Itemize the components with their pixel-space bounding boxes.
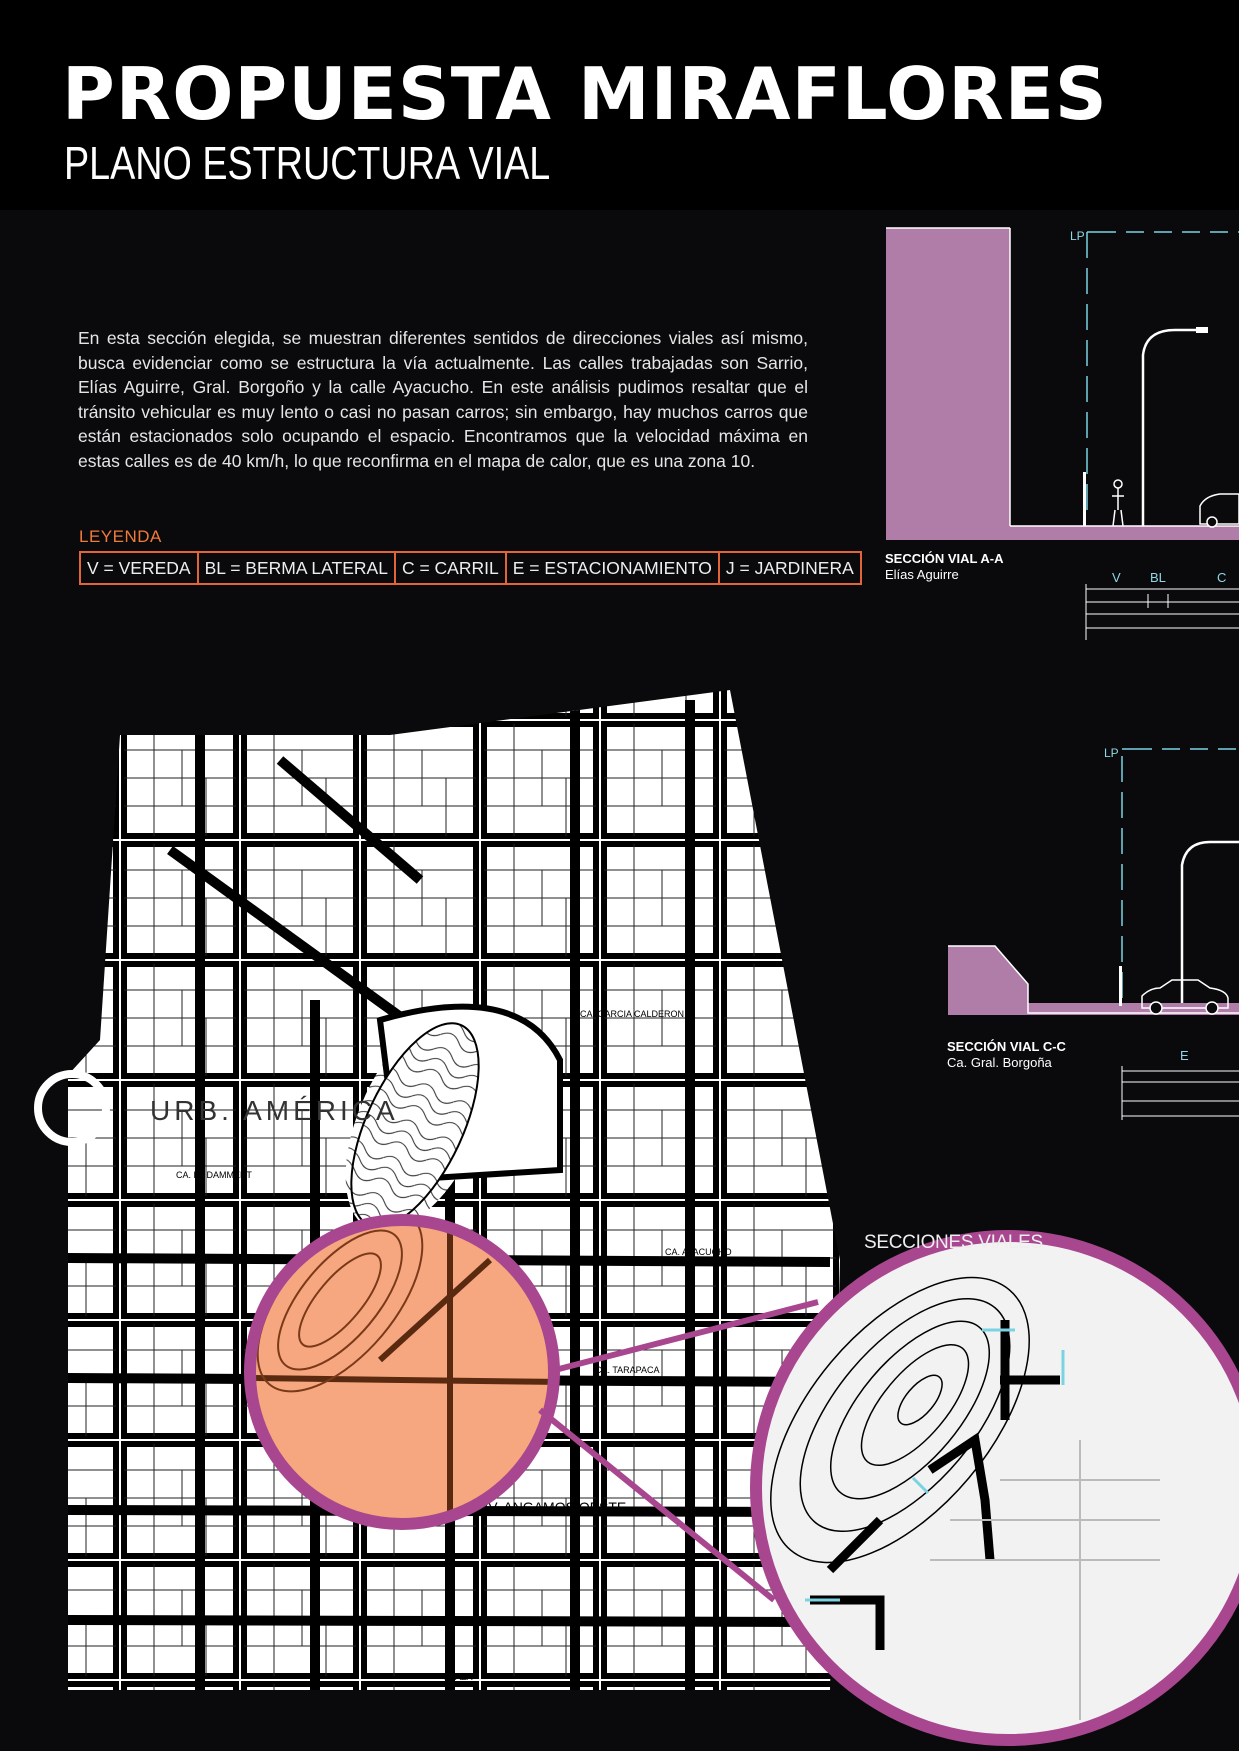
section-a-title: SECCIÓN VIAL A-A bbox=[885, 551, 1004, 566]
legend-title: LEYENDA bbox=[79, 527, 162, 546]
district-label: URB. AMÉRICA bbox=[150, 1095, 399, 1126]
section-c-street: Ca. Gral. Borgoña bbox=[947, 1055, 1052, 1070]
section-col-label: E bbox=[1180, 1048, 1189, 1063]
section-col-label: C bbox=[1217, 570, 1227, 585]
street-label: AV. ANGAMOS OESTE bbox=[480, 1499, 627, 1515]
legend-item: BL = BERMA LATERAL bbox=[199, 553, 396, 583]
section-c-title: SECCIÓN VIAL C-C bbox=[947, 1039, 1066, 1054]
page-subtitle: PLANO ESTRUCTURA VIAL bbox=[64, 137, 551, 189]
legend-item: J = JARDINERA bbox=[725, 557, 854, 578]
legend-item: E = ESTACIONAMIENTO bbox=[507, 553, 720, 583]
description-text: En esta sección elegida, se muestran diferentes sentidos de direcciones viales así mismo, busca evidenciar como se estructura la vía actualmente. Las calles trabajadas son Sarrio, Elías Aguirre, Gral. Borgoño y la calle Ayacucho. En este análisis pudimos resaltar que el tránsito vehicular es muy lento o casi no pasan carros; sin embargo, hay muchos carros que están estacionados solo ocupando el espacio. Encontramos que la velocidad máxima en estas calles es de 40 km/h, lo que reconfirma en el mapa de calor, que es una zona 10. bbox=[78, 328, 808, 471]
legend-item: C = CARRIL bbox=[396, 553, 507, 583]
street-label: CA. TARAPACA bbox=[595, 1365, 660, 1375]
section-col-label: BL bbox=[1150, 570, 1166, 585]
street-label: PLAZA bbox=[444, 1672, 473, 1682]
street-label: CA. AYACUCHO bbox=[665, 1247, 732, 1257]
urban-map bbox=[38, 680, 860, 1700]
section-col-label: V bbox=[1112, 570, 1121, 585]
street-label: CA. GARCIA CALDERON bbox=[580, 1009, 685, 1019]
secciones-viales-label: SECCIONES VIALES bbox=[864, 1232, 1043, 1253]
street-label: CA. LA DAMMERT bbox=[176, 1170, 252, 1180]
legend-item: V = VEREDA bbox=[81, 553, 199, 583]
lp-label: LP bbox=[1104, 746, 1119, 760]
lp-label: LP bbox=[1070, 229, 1085, 243]
section-a-street: Elías Aguirre bbox=[885, 567, 959, 582]
page-title: PROPUESTA MIRAFLORES bbox=[62, 52, 1108, 136]
